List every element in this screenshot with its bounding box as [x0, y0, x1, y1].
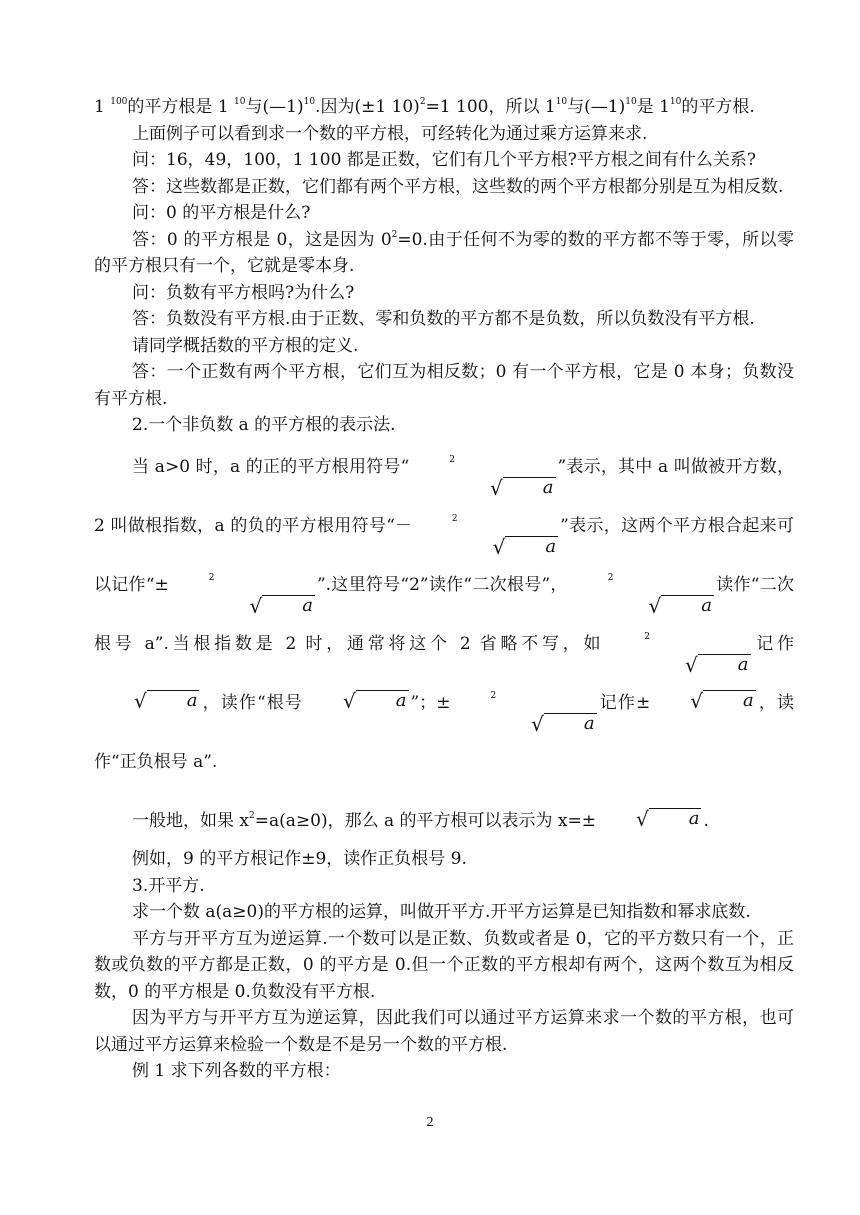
answer: 答：一个正数有两个平方根，它们互为相反数；0 有一个平方根，它是 0 本身；负数没有平方根.	[94, 362, 794, 409]
text: 与(—1)	[567, 97, 626, 117]
text: =0.由于任何不为零的数的平方都不等于零，所以零的平方根只有一个，它就是零本身.	[94, 229, 794, 276]
example-heading: 例 1 求下列各数的平方根：	[132, 1061, 341, 1081]
radicand: a	[503, 477, 556, 498]
definition: 求一个数 a(a≥0)的平方根的运算，叫做开平方.开平方运算是已知指数和幂求底数.	[132, 902, 751, 922]
question: 问：0 的平方根是什么?	[132, 203, 311, 223]
answer	[94, 227, 794, 280]
paragraph: 上面例子可以看到求一个数的平方根，可经转化为通过乘方运算来求.	[132, 123, 648, 144]
radical-expression	[598, 808, 701, 829]
superscript: 2	[419, 97, 426, 107]
radicand: a	[262, 595, 315, 616]
radicand: a	[505, 536, 558, 557]
general-statement	[94, 808, 794, 835]
radical-sign-icon: √	[249, 593, 263, 618]
radical-sign-icon: √	[531, 711, 544, 736]
text: ”表示，其中 a 叫做被开方数，2 叫做根指数，a 的负的平方根用符号“－	[94, 456, 795, 536]
radical-expression	[570, 560, 714, 616]
radicand: a	[703, 690, 756, 711]
section-heading: 3.开平方.	[132, 875, 205, 896]
superscript: 10	[625, 97, 637, 107]
superscript: 10	[303, 97, 316, 107]
radical-expression	[96, 690, 199, 711]
answer: 答：这些数都是正数，它们都有两个平方根，这些数的两个平方根都分别是互为相反数.	[132, 176, 784, 197]
radical-expression	[305, 690, 408, 711]
radical-sign-icon: √	[648, 593, 662, 618]
radical-sign-icon: √	[685, 652, 698, 677]
document-body	[94, 94, 794, 1085]
radical-expression	[606, 619, 750, 675]
text: ”；±	[410, 692, 451, 713]
text: ，读作“正负根号 a”.	[94, 692, 794, 772]
text: 与(—1)	[245, 97, 304, 117]
text: 当 a>0 时，a 的正的平方根用符号“	[132, 456, 410, 477]
superscript: 10	[669, 97, 682, 107]
superscript: 10	[234, 97, 246, 107]
radical-expression	[652, 690, 755, 711]
text: 读作“二次根号 a”.当根指数是 2 时，通常将这个 2 省略不写，如	[94, 574, 794, 654]
radical-sign-icon: √	[343, 688, 356, 713]
root-index: 2	[208, 572, 215, 583]
root-index: 2	[449, 454, 456, 465]
radicand: a	[698, 654, 751, 675]
question: 问：负数有平方根吗?为什么?	[132, 282, 355, 303]
text: ”.这里符号“2”读作“二次根号”，	[316, 574, 568, 595]
text: .因为(±1 10)	[315, 97, 420, 117]
question: 问：16，49，100，1 100 都是正数，它们有几个平方根?平方根之间有什么关系?	[132, 150, 757, 170]
radical-expression	[414, 501, 558, 557]
radical-sign-icon: √	[492, 534, 506, 559]
text: .	[703, 810, 709, 831]
text: ”表示，这两个平方根合起来可以记作“±	[94, 515, 794, 595]
paragraph: 因为平方与开平方互为逆运算，因此我们可以通过平方运算来求一个数的平方根，也可以通过平方运算来检验一个数是不是另一个数的平方根.	[94, 1008, 794, 1055]
radicand: a	[356, 690, 409, 711]
text: 1	[94, 97, 111, 117]
paragraph: 请同学概括数的平方根的定义.	[132, 335, 359, 356]
text: 的平	[681, 97, 716, 117]
root-index: 2	[451, 513, 458, 524]
radical-expression	[411, 442, 555, 498]
superscript: 10	[555, 97, 568, 107]
answer: 答：负数没有平方根.由于正数、零和负数的平方都不是负数，所以负数没有平方根.	[132, 309, 755, 329]
page-number: 2	[426, 1115, 434, 1130]
radical-sign-icon: √	[490, 475, 503, 500]
text: =1 100，所以 1	[425, 97, 556, 117]
root-index: 2	[490, 690, 497, 701]
radicand: a	[661, 595, 714, 616]
radicand: a	[544, 713, 597, 734]
notation-paragraph	[94, 439, 794, 790]
radical-sign-icon: √	[134, 688, 147, 713]
radical-expression	[452, 678, 596, 734]
radical-expression	[171, 560, 315, 616]
root-index: 2	[644, 631, 651, 642]
text: 是 1	[636, 97, 670, 117]
root-index: 2	[607, 572, 614, 583]
text: 记作±	[598, 692, 651, 713]
radicand: a	[649, 808, 702, 829]
text: 的平方根是 1	[127, 97, 235, 117]
text: 记作	[752, 633, 794, 654]
section-heading: 2.一个非负数 a 的平方根的表示法.	[132, 415, 396, 435]
text: ，读作“根号	[201, 692, 304, 713]
radicand: a	[147, 690, 200, 711]
text: =a(a≥0)，那么 a 的平方根可以表示为 x=±	[254, 810, 596, 831]
radical-sign-icon: √	[690, 688, 704, 713]
superscript: 2	[249, 810, 255, 821]
radical-sign-icon: √	[636, 806, 649, 831]
superscript: 100	[110, 97, 128, 107]
text: 一般地，如果 x	[132, 810, 249, 831]
paragraph-intro	[94, 94, 794, 121]
paragraph: 平方与开平方互为逆运算.一个数可以是正数、负数或者是 0，它的平方数只有一个，正数或负数的平方都是正数，0 的平方是 0.但一个正数的平方根却有两个，这两个数互为相反数，0 的平方根是 0.负数没有平方根.	[94, 928, 794, 1002]
text: 答：0 的平方根是 0，这是因为 0	[132, 229, 392, 250]
text: 方根.	[715, 97, 755, 117]
example-text: 例如，9 的平方根记作±9，读作正负根号 9.	[132, 849, 467, 869]
superscript: 2	[391, 229, 398, 240]
